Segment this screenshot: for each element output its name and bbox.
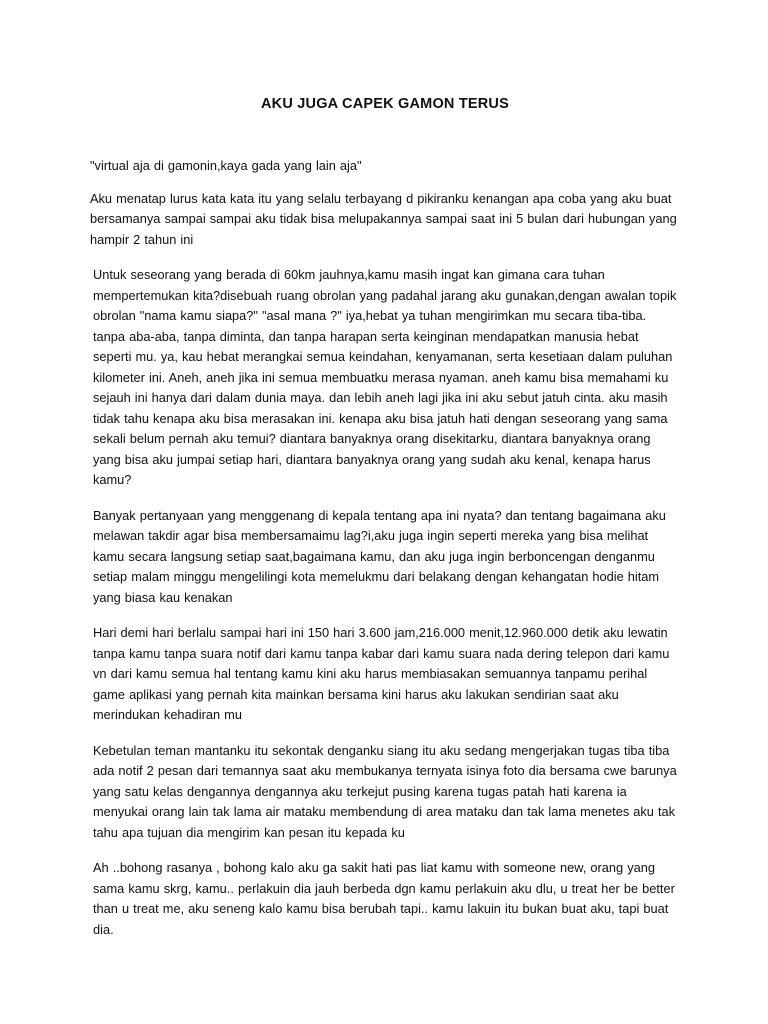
document-title: AKU JUGA CAPEK GAMON TERUS [261, 96, 509, 112]
paragraph: Untuk seseorang yang berada di 60km jauhnya,kamu masih ingat kan gimana cara tuhan mempertemukan kita?disebuah ruang obrolan yang padahal jarang aku gunakan,dengan awalan topik obrolan "nama kamu siapa?" "asal mana ?" iya,hebat ya tuhan mengirimkan mu secara tiba-tiba. tanpa aba-aba, tanpa diminta, dan tanpa harapan serta keinginan mendapatkan manusia hebat seperti mu. ya, kau hebat merangkai semua keindahan, kenyamanan, serta kesetiaan dalam puluhan kilometer ini. Aneh, aneh jika ini semua membuatku merasa nyaman. aneh kamu bisa memahami ku sejauh ini hanya dari dalam dunia maya. dan lebih aneh lagi jika ini aku sebut jatuh cinta. aku masih tidak tahu kenapa aku bisa merasakan ini. kenapa aku bisa jatuh hati dengan seseorang yang sama sekali belum pernah aku temui? diantara banyaknya orang disekitarku, diantara banyaknya orang yang bisa aku jumpai setiap hari, diantara banyaknya orang yang sudah aku kenal, kenapa harus kamu? [93, 267, 677, 487]
paragraph: Kebetulan teman mantanku itu sekontak denganku siang itu aku sedang mengerjakan tugas tiba tiba ada notif 2 pesan dari temannya saat aku membukanya ternyata isinya foto dia bersama cwe barunya yang satu kelas dengannya dengannya aku terkejut pusing karena tugas patah hati karena ia menyukai orang lain tak lama air mataku membendung di area mataku dan tak lama menetes aku tak tahu apa tujuan dia mengirim kan pesan itu kepada ku [93, 742, 677, 840]
paragraph: Ah ..bohong rasanya , bohong kalo aku ga sakit hati pas liat kamu with someone new, orang yang sama kamu skrg, kamu.. perlakuin dia jauh berbeda dgn kamu perlakuin aku dlu, u treat her be better than u treat me, aku seneng kalo kamu bisa berubah tapi.. kamu lakuin itu bukan buat aku, tapi buat dia. [93, 860, 675, 937]
paragraph: Hari demi hari berlalu sampai hari ini 150 hari 3.600 jam,216.000 menit,12.960.000 detik aku lewatin tanpa kamu tanpa suara notif dari kamu tanpa kabar dari kamu suara nada dering telepon dari kamu vn dari kamu semua hal tentang kamu kini aku harus membiasakan semuannya tanpamu perihal game aplikasi yang pernah kita mainkan bersama kini harus aku lakukan sendirian saat aku merindukan kehadiran mu [93, 625, 670, 722]
document-body [90, 94, 680, 955]
paragraph: "virtual aja di gamonin,kaya gada yang lain aja" [90, 158, 362, 173]
paragraph: Banyak pertanyaan yang menggenang di kepala tentang apa ini nyata? dan tentang bagaimana aku melawan takdir agar bisa membersamaimu lag?i,aku juga ingin seperti mereka yang bisa melihat kamu secara langsung setiap saat,bagaimana kamu, dan aku juga ingin berboncengan denganmu setiap malam minggu mengelilingi kota memelukmu dari belakang dengan kehangatan hodie hitam yang biasa kau kenakan [93, 507, 666, 605]
paragraph: Aku menatap lurus kata kata itu yang selalu terbayang d pikiranku kenangan apa coba yang aku buat bersamanya sampai sampai aku tidak bisa melupakannya sampai saat ini 5 bulan dari hubungan yang hampir 2 tahun ini [90, 190, 677, 247]
